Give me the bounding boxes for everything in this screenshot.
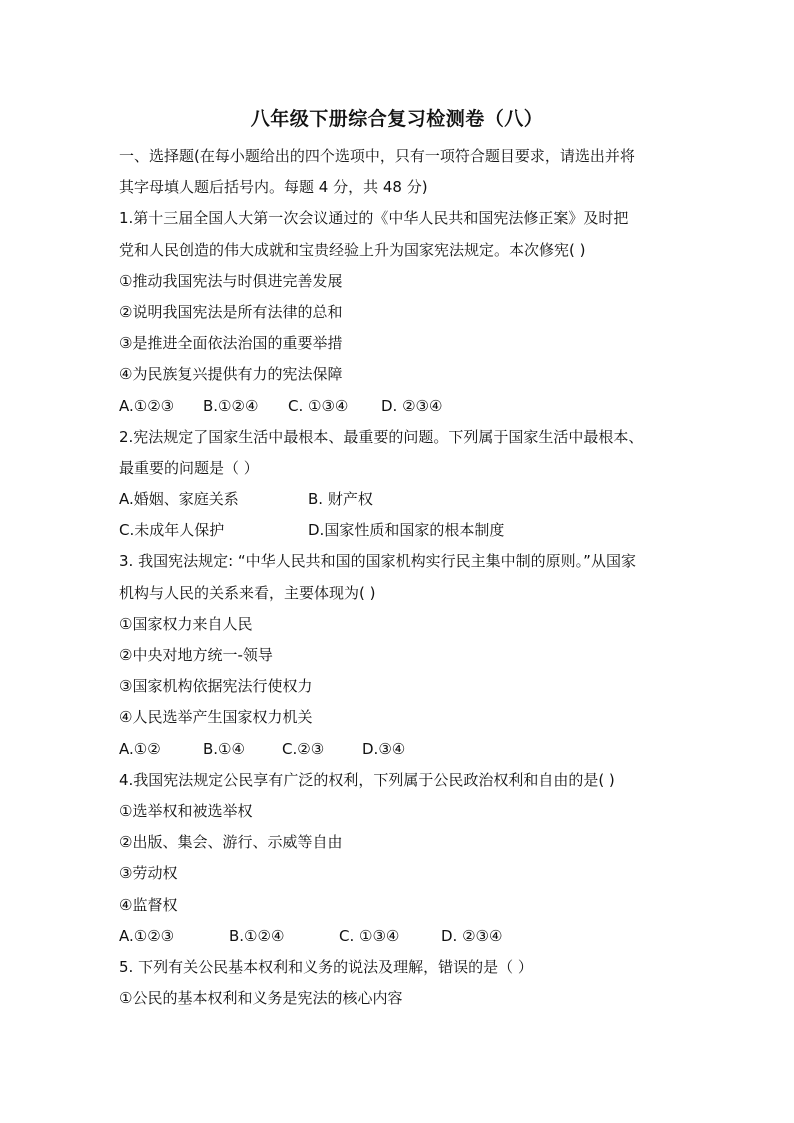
q2-stem-line-2: 最重要的问题是（ ） [119,458,259,477]
q3-item-2: ②中央对地方统一-领导 [119,646,273,664]
q5-item-1: ①公民的基本权利和义务是宪法的核心内容 [119,989,403,1008]
q2-option-a: A.婚姻、家庭关系 [119,490,239,509]
q3-stem-line-2: 机构与人民的关系来看，主要体现为( ) [119,583,376,602]
q3-stem-line-1: 3. 我国宪法规定: “中华人民共和国的国家机构实行民主集中制的原则。”从国家 [119,552,636,571]
q1-item-1: ①推动我国宪法与时俱进完善发展 [119,271,343,290]
q1-item-2: ②说明我国宪法是所有法律的总和 [119,302,343,321]
q3-option-d: D.③④ [362,739,406,758]
q1-item-4: ④为民族复兴提供有力的宪法保障 [119,365,343,384]
q2-options-row-1 [119,484,689,515]
q4-option-d: D. ②③④ [441,926,503,945]
q4-option-b: B.①②④ [229,926,285,945]
q1-option-c: C. ①③④ [288,396,349,415]
q1-stem-line-1: 1.第十三届全国人大第一次会议通过的《中华人民共和国宪法修正案》及时把 [119,209,629,228]
q4-item-3: ③劳动权 [119,864,178,883]
q2-stem-line-1: 2.宪法规定了国家生活中最根本、最重要的问题。下列属于国家生活中最根本、 [119,427,644,446]
q2-option-c: C.未成年人保护 [119,521,225,540]
q3-option-b: B.①④ [203,739,245,758]
q3-item-1: ①国家权力来自人民 [119,614,253,633]
q3-item-4: ④人民选举产生国家权力机关 [119,708,313,727]
q1-options [119,391,689,422]
q4-item-2: ②出版、集会、游行、示威等自由 [119,833,343,852]
q4-item-4: ④监督权 [119,895,178,914]
q5-stem-line-1: 5. 下列有关公民基本权利和义务的说法及理解，错误的是（ ） [119,957,533,976]
q3-options [119,734,689,765]
exam-content [119,141,689,1014]
q4-option-a: A.①②③ [119,926,175,945]
q4-option-c: C. ①③④ [339,926,400,945]
q1-option-b: B.①②④ [203,396,259,415]
q1-item-3: ③是推进全面依法治国的重要举措 [119,334,343,353]
q1-option-a: A.①②③ [119,396,175,415]
q4-options [119,921,689,952]
section-header-line-2: 其字母填人题后括号内。每题 4 分，共 48 分) [119,178,428,197]
q2-option-d: D.国家性质和国家的根本制度 [308,521,505,540]
q3-item-3: ③国家机构依据宪法行使权力 [119,677,313,696]
section-header-line-1: 一、选择题(在每小题给出的四个选项中，只有一项符合题目要求，请选出并将 [119,147,635,165]
q3-option-a: A.①② [119,739,161,758]
q4-stem-line-1: 4.我国宪法规定公民享有广泛的权利，下列属于公民政治权利和自由的是( ) [119,770,615,789]
q2-options-row-2 [119,515,689,546]
q1-stem-line-2: 党和人民创造的伟大成就和宝贵经验上升为国家宪法规定。本次修宪( ) [119,240,586,259]
q2-option-b: B. 财产权 [308,490,373,509]
q3-option-c: C.②③ [282,739,325,758]
q1-option-d: D. ②③④ [381,396,443,415]
page-title: 八年级下册综合复习检测卷（八） [250,108,544,130]
q4-item-1: ①选举权和被选举权 [119,801,253,820]
